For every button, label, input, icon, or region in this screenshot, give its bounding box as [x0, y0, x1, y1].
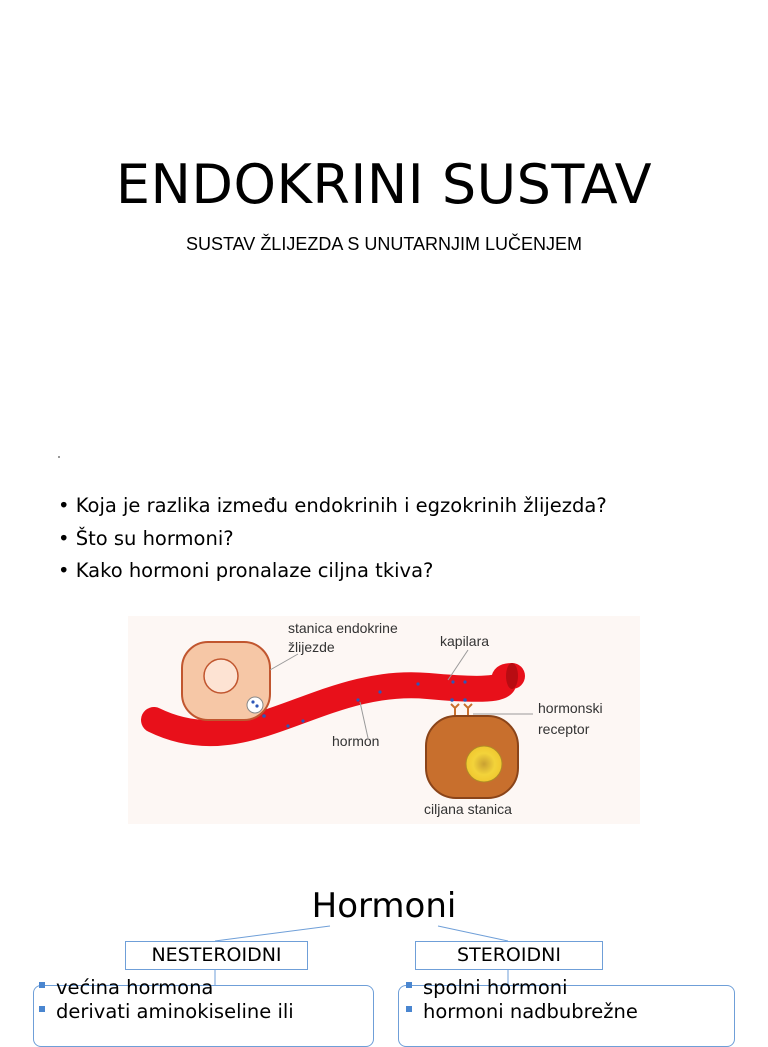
list-item: većina hormona: [36, 976, 294, 1000]
label-gland-line1: stanica endokrine: [288, 620, 398, 636]
slide-title: ENDOKRINI SUSTAV: [115, 153, 653, 216]
target-cell-nucleus: [466, 746, 502, 782]
slide-subtitle: SUSTAV ŽLIJEZDA S UNUTARNJIM LUČENJEM: [185, 234, 583, 254]
question-item: • Koja je razlika između endokrinih i egzokrinih žlijezda?: [58, 490, 607, 523]
list-item: hormoni nadbubrežne: [403, 1000, 638, 1024]
label-gland-line2: žlijezde: [288, 639, 335, 655]
label-capillary: kapilara: [440, 633, 490, 649]
label-receptor-line2: receptor: [538, 721, 590, 737]
endocrine-diagram: [128, 616, 640, 824]
capillary-end: [506, 663, 518, 689]
category-steroid: STEROIDNI: [415, 941, 603, 970]
nonsteroid-list: [36, 976, 294, 1024]
list-item: spolni hormoni: [403, 976, 638, 1000]
hormone-vesicle: [247, 697, 263, 713]
question-item: • Kako hormoni pronalaze ciljna tkiva?: [58, 555, 607, 588]
list-item: derivati aminokiseline ili: [36, 1000, 294, 1024]
endocrine-cell-nucleus: [204, 659, 238, 693]
label-target-cell: ciljana stanica: [424, 801, 512, 817]
category-nonsteroid: NESTEROIDNI: [125, 941, 308, 970]
question-item: • Što su hormoni?: [58, 523, 607, 556]
steroid-list: [403, 976, 638, 1024]
hormoni-title: Hormoni: [311, 886, 457, 926]
decorative-dot: [58, 456, 60, 458]
label-hormone: hormon: [332, 733, 380, 749]
label-receptor-line1: hormonski: [538, 700, 603, 716]
question-list: [58, 490, 607, 588]
